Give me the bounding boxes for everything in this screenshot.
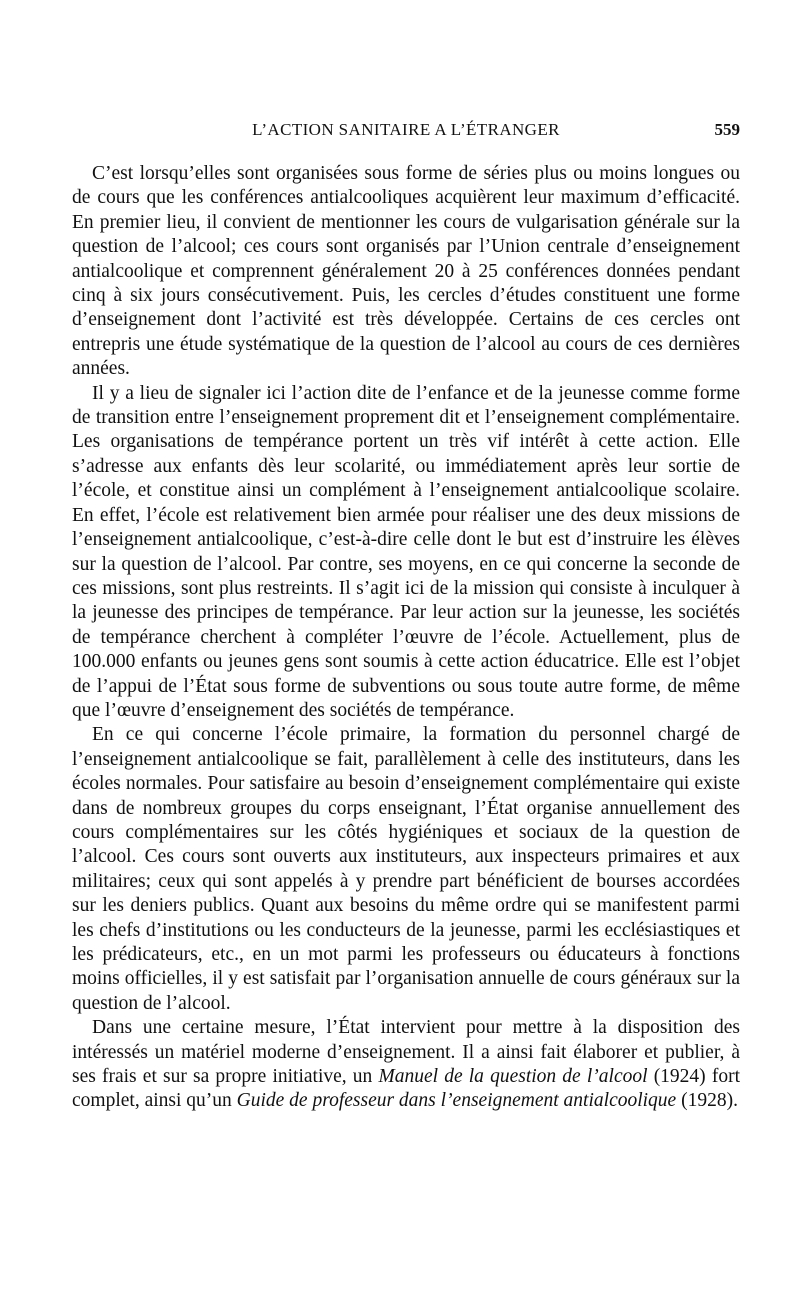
- book-title-manuel: Manuel de la question de l’alcool: [378, 1066, 648, 1088]
- paragraph-4-text-before: Dans une certaine mesure, l’État intervient pour mettre à la disposition des intéressés un matériel moderne d’enseignement. Il a ainsi fait élaborer et publier, à ses frais et sur sa propre initiative, un: [72, 1017, 740, 1088]
- paragraph-4: [72, 1016, 740, 1114]
- paragraph-3: En ce qui concerne l’école primaire, la formation du personnel chargé de l’enseignement antialcoolique se fait, parallèlement à celle des instituteurs, dans les écoles normales. Pour satisfaire au besoin d’enseignement complémentaire qui existe dans de nombreux groupes du corps enseignant, l’État organise annuellement des cours complémentaires sur les côtés hygiéniques et sociaux de la question de l’alcool. Ces cours sont ouverts aux instituteurs, aux inspecteurs primaires et aux militaires; ceux qui sont appelés à y prendre part bénéficient de bourses accordées sur les deniers publics. Quant aux besoins du même ordre qui se manifestent parmi les chefs d’institutions ou les conducteurs de la jeunesse, parmi les ecclésiastiques et les prédicateurs, etc., en un mot parmi les professeurs ou éducateurs à fonctions moins officielles, il y est satisfait par l’organisation annuelle de cours généraux sur la question de l’alcool.: [72, 724, 740, 1014]
- paragraph-4-text-middle: (1924) fort complet, ainsi qu’un: [72, 1066, 740, 1112]
- paragraph-4-text-after: (1928).: [676, 1090, 738, 1112]
- page-header: [72, 120, 740, 142]
- running-title: L’ACTION SANITAIRE A L’ÉTRANGER: [252, 120, 560, 139]
- body-text: [72, 162, 740, 1114]
- paragraph-2: Il y a lieu de signaler ici l’action dite de l’enfance et de la jeunesse comme forme de transition entre l’enseignement proprement dit et l’enseignement complémentaire. Les organisations de tempérance portent un très vif intérêt à cette action. Elle s’adresse aux enfants dès leur scolarité, ou immédiatement après leur sortie de l’école, et constitue ainsi un complément à l’enseignement antialcoolique scolaire. En effet, l’école est relativement bien armée pour réaliser une des deux missions de l’enseignement antialcoolique, c’est-à-dire celle dont le but est d’instruire les élèves sur la question de l’alcool. Par contre, ses moyens, en ce qui concerne la seconde de ces missions, sont plus restreints. Il s’agit ici de la mission qui consiste à inculquer à la jeunesse des principes de tempérance. Par leur action sur la jeunesse, les sociétés de tempérance cherchent à compléter l’œuvre de l’école. Actuellement, plus de 100.000 enfants ou jeunes gens sont soumis à cette action éducatrice. Elle est l’objet de l’appui de l’État sous forme de subventions ou sous toute autre forme, de même que l’œuvre d’enseignement des sociétés de tempérance.: [72, 382, 740, 721]
- book-title-guide: Guide de professeur dans l’enseignement antialcoolique: [236, 1090, 677, 1112]
- page-number: 559: [714, 120, 740, 139]
- paragraph-1: C’est lorsqu’elles sont organisées sous forme de séries plus ou moins longues ou de cours que les conférences antialcooliques acquièrent leur maximum d’efficacité. En premier lieu, il convient de mentionner les cours de vulgarisation générale sur la question de l’alcool; ces cours sont organisés par l’Union centrale d’enseignement antialcoolique et comprennent généralement 20 à 25 conférences données pendant cinq à six jours consécutivement. Puis, les cercles d’études constituent une forme d’enseignement dont l’activité est très développée. Certains de ces cercles ont entrepris une étude systématique de la question de l’alcool au cours de ces dernières années.: [72, 163, 740, 380]
